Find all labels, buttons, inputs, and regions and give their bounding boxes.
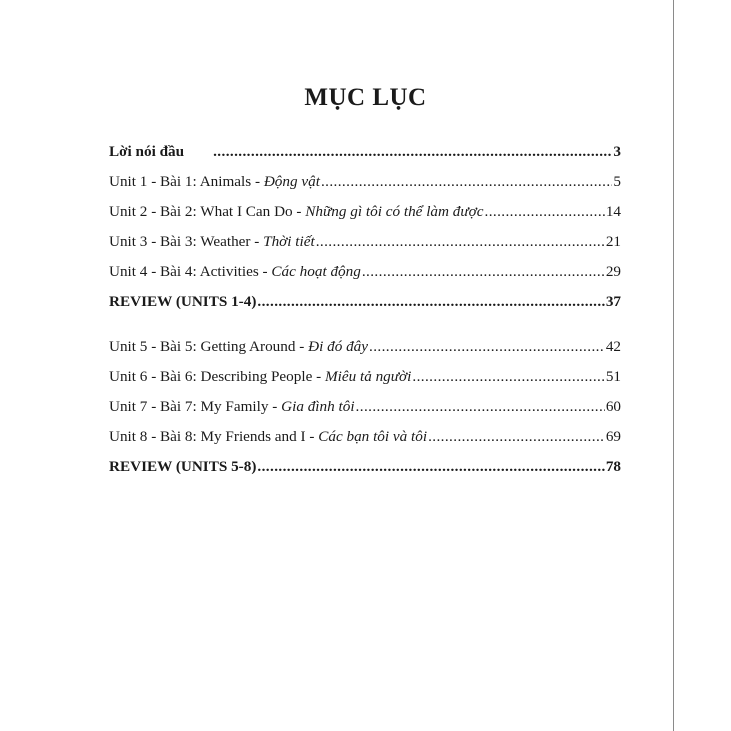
toc-dot-leader <box>369 338 605 356</box>
toc-dot-leader <box>485 203 605 221</box>
toc-page-number: 3 <box>613 143 621 160</box>
toc-entry-title: REVIEW (UNITS 1-4) <box>109 293 257 310</box>
toc-page-number: 5 <box>613 173 621 190</box>
toc-page-number: 69 <box>605 428 621 445</box>
toc-entry-subtitle: Những gì tôi có thể làm được <box>305 203 484 220</box>
toc-page-number: 14 <box>605 203 621 220</box>
toc-entry-review-1-4[interactable] <box>109 293 621 315</box>
toc-entry-subtitle: Thời tiết <box>263 233 315 250</box>
toc-page-number: 21 <box>605 233 621 250</box>
toc-entry-unit-5[interactable] <box>109 338 621 360</box>
toc-entry-unit-8[interactable] <box>109 428 621 450</box>
toc-page-number: 78 <box>605 458 621 475</box>
toc-dot-leader <box>316 233 605 251</box>
toc-entry-title: Unit 3 - Bài 3: Weather - <box>109 233 264 250</box>
toc-entry-title: Unit 4 - Bài 4: Activities - <box>109 263 272 280</box>
toc-entry-title: Unit 8 - Bài 8: My Friends and I - <box>109 428 319 445</box>
toc-dot-leader <box>428 428 605 446</box>
page-title: MỤC LỤC <box>304 84 427 111</box>
toc-entry-unit-1[interactable] <box>109 173 621 195</box>
toc-dot-leader <box>362 263 605 281</box>
toc-entry-unit-7[interactable] <box>109 398 621 420</box>
toc-entry-title: Unit 5 - Bài 5: Getting Around - <box>109 338 309 355</box>
table-of-contents <box>109 0 621 731</box>
toc-entry-title: Unit 7 - Bài 7: My Family - <box>109 398 282 415</box>
toc-entry-title: Lời nói đầu <box>109 143 185 160</box>
toc-entry-title: Unit 6 - Bài 6: Describing People - <box>109 368 325 385</box>
toc-page-number: 60 <box>605 398 621 415</box>
toc-entry-subtitle: Các hoạt động <box>271 263 361 280</box>
toc-entry-unit-6[interactable] <box>109 368 621 390</box>
toc-entry-review-5-8[interactable] <box>109 458 621 480</box>
toc-entry-unit-4[interactable] <box>109 263 621 285</box>
toc-dot-leader <box>257 293 604 311</box>
toc-page-number: 29 <box>605 263 621 280</box>
toc-entry-subtitle: Đi đó đây <box>308 338 369 355</box>
toc-entry-unit-2[interactable] <box>109 203 621 225</box>
toc-entry-subtitle: Miêu tả người <box>324 368 412 385</box>
toc-dot-leader <box>213 143 612 161</box>
toc-dot-leader <box>356 398 605 416</box>
toc-entry-title: REVIEW (UNITS 5-8) <box>109 458 257 475</box>
toc-entry-preface[interactable] <box>109 143 621 165</box>
toc-entry-subtitle: Động vật <box>263 173 320 190</box>
toc-page-number: 42 <box>605 338 621 355</box>
toc-entry-title: Unit 1 - Bài 1: Animals - <box>109 173 264 190</box>
toc-dot-leader <box>321 173 612 191</box>
toc-entry-subtitle: Gia đình tôi <box>281 398 355 415</box>
toc-page-number: 37 <box>605 293 621 310</box>
toc-entry-unit-3[interactable] <box>109 233 621 255</box>
toc-entry-subtitle: Các bạn tôi và tôi <box>318 428 428 445</box>
toc-dot-leader <box>412 368 604 386</box>
toc-dot-leader <box>257 458 604 476</box>
toc-page-number: 51 <box>605 368 621 385</box>
toc-entry-title: Unit 2 - Bài 2: What I Can Do - <box>109 203 306 220</box>
